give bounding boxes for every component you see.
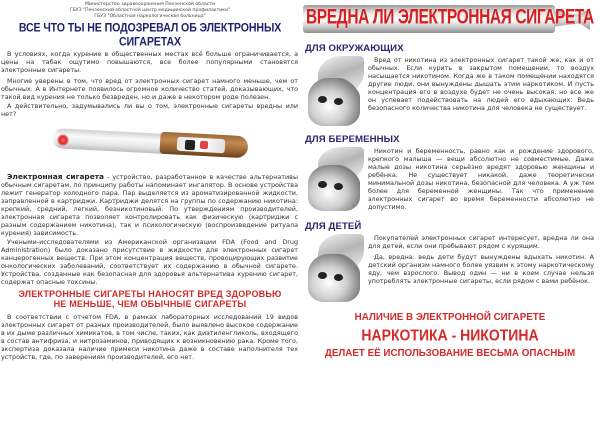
- intro-paragraph: В условиях, когда курение в общественных местах всё больше ограничивается, а цены на табак ощутимо повышаются, все более популярными становятся электронные сигареты.: [1, 50, 298, 74]
- section-title-bystanders: ДЛЯ ОКРУЖАЮЩИХ: [305, 43, 404, 54]
- warning-heading-line: ЭЛЕКТРОННЫЕ СИГАРЕТЫ НАНОСЯТ ВРЕД ЗДОРОВЬЮ: [18, 289, 282, 299]
- section-paragraph: Да, вредна: ведь дети будут вынуждены вдыхать никотин. А детский организм намного более уязвим к этому наркотическому яду, чем взрослого. Вывод один — ни в коем случае нельзя употреблять электронные сигареты, если рядом с вами ребёнок.: [368, 253, 594, 285]
- cigarette-led-tip: [57, 134, 69, 146]
- issuer-line: ГБУЗ "Областная наркологическая больница": [94, 14, 206, 19]
- warning-heading: [0, 289, 300, 309]
- report-paragraph: В соответствии с отчетом FDA, в рамках лабораторных исследований 19 видов электронных сигарет от разных производителей, было выявлено высокое содержание в их дыме различных химикатов, в том числе, таких, как диэтиленгликоль, входящего в состав антифриза, и нитрозаминов, приводящих к возникновению рака. Кроме того, экспертиза доказала наличие примеси никотина даже в составе наполнителя тех устройств, где, по заверениям производителей, его нет.: [1, 313, 298, 361]
- skull-eye: [334, 183, 343, 190]
- section-paragraph: Никотин и беременность, равно как и рождение здорового, крепкого малыша — вещи абсолютно не совместимые. Даже малые дозы никотина серьёзно вредят здоровью женщины и ребёнка. Не существует никакой, даже теоретически минимальной дозы никотина, безопасной для человека. А уж тем более для беременной женщины. Так что применение электронных сигарет во время беременности абсолютно не допустимо.: [368, 147, 594, 211]
- banner-title: ВРЕДНА ЛИ ЭЛЕКТРОННАЯ СИГАРЕТА: [306, 6, 594, 29]
- page-title: ВСЕ ЧТО ТЫ НЕ ПОДОЗРЕВАЛ ОБ ЭЛЕКТРОННЫХ СИГАРЕТАХ: [18, 21, 282, 49]
- section-text: [368, 147, 600, 213]
- skull-eye: [318, 272, 327, 279]
- skull-smoke-icon: [300, 147, 368, 213]
- skull-eye: [318, 181, 327, 188]
- e-cigarette-illustration: [0, 121, 300, 171]
- cigarette-body: [53, 128, 166, 154]
- section-title-children: ДЛЯ ДЕТЕЙ: [305, 221, 362, 232]
- skull-eye: [318, 96, 327, 103]
- definition-term: Электронная сигарета: [7, 172, 105, 181]
- definition-paragraph: [0, 173, 300, 237]
- title-banner: [300, 2, 600, 38]
- warning-heading-line: НЕ МЕНЬШЕ, ЧЕМ ОБЫЧНЫЕ СИГАРЕТЫ: [53, 299, 247, 309]
- skull-smoke-icon: [300, 56, 368, 128]
- skull-eye: [334, 98, 343, 105]
- atomizer-coil: [185, 140, 196, 151]
- leaflet-right-page: [300, 0, 600, 427]
- intro-paragraph: Многие уверены в том, что вред от электронных сигарет намного меньше, чем от обычных. А в Интернете появилось огромное количество статей, доказывающих, что такой вид курения не только безвреден, но и даже в некотором роде полезен.: [1, 77, 298, 101]
- section-text: [368, 56, 600, 128]
- cartridge-liquid: [200, 141, 208, 149]
- section-children: [300, 234, 600, 304]
- conclusion-line-2: НАРКОТИКА - НИКОТИНА: [361, 325, 539, 345]
- skull-smoke-icon: [300, 234, 368, 304]
- conclusion-line-1: НАЛИЧИЕ В ЭЛЕКТРОННОЙ СИГАРЕТЕ: [354, 312, 546, 323]
- section-bystanders: [300, 56, 600, 128]
- issuer-line: Министерство здравоохранения Пензенской области: [85, 2, 215, 7]
- conclusion-line-3: ДЕЛАЕТ ЕЁ ИСПОЛЬЗОВАНИЕ ВЕСЬМА ОПАСНЫМ: [324, 348, 576, 359]
- section-text: [368, 234, 600, 304]
- definition-text: - устройство, разработанное в качестве альтернативы обычным сигаретам, по принципу работы напоминает ингалятор. В основе устройства лежит генератор холодного пара. Пар выделяется из ароматизированной жидкости, заправленной в картриджи. Картриджи делятся на группы по содержанию никотина: крепкий, средний, легкий, безникотиновый. По утверждениям производителей, электронная сигарета позволяет контролировать как физическую (картриджи с разным содержанием никотина), так и психологическую (воспроизведение ритуала курения) зависимость.: [1, 173, 298, 237]
- skull-eye: [334, 274, 343, 281]
- fda-paragraph: Учеными-исследователями из Американской организации FDA (Food and Drug Administration) было доказано присутствие в жидкости для электронных сигарет канцерогенных веществ. При этом концентрация веществ, провоцирующих развитие онкологических заболеваний, соответствует их содержанию в обычной сигарете. Устройства, созданные как безопасная для здоровья альтернатива курению сигарет, содержат опасные токсины.: [1, 238, 298, 286]
- issuer-line: ГБУЗ "Пензенский областной центр медицинской профилактики": [69, 8, 231, 13]
- section-pregnant: [300, 147, 600, 213]
- section-title-pregnant: ДЛЯ БЕРЕМЕННЫХ: [305, 134, 400, 145]
- section-paragraph: Вред от никотина из электронных сигарет такой же, как и от обычных. Если курить в закрытом помещении, то воздух насыщается никотином. Когда же в таком помещении находятся другие люди, они вынуждены дышать этим наркотиком. И пусть концентрация его в воздухе будет не очень высокая, но все же он успевает подействовать на людей его вдыхающих. Ведь безопасного количества никотина для человека не существует.: [368, 56, 594, 112]
- issuer-block: [0, 0, 300, 20]
- section-paragraph: Покупателей электронных сигарет интересует, вредна ли она для детей, если они пребывают рядом с курящим.: [368, 234, 594, 250]
- intro-paragraph: А действительно, задумывались ли вы о том, электронные сигареты вредны или нет?: [1, 102, 298, 118]
